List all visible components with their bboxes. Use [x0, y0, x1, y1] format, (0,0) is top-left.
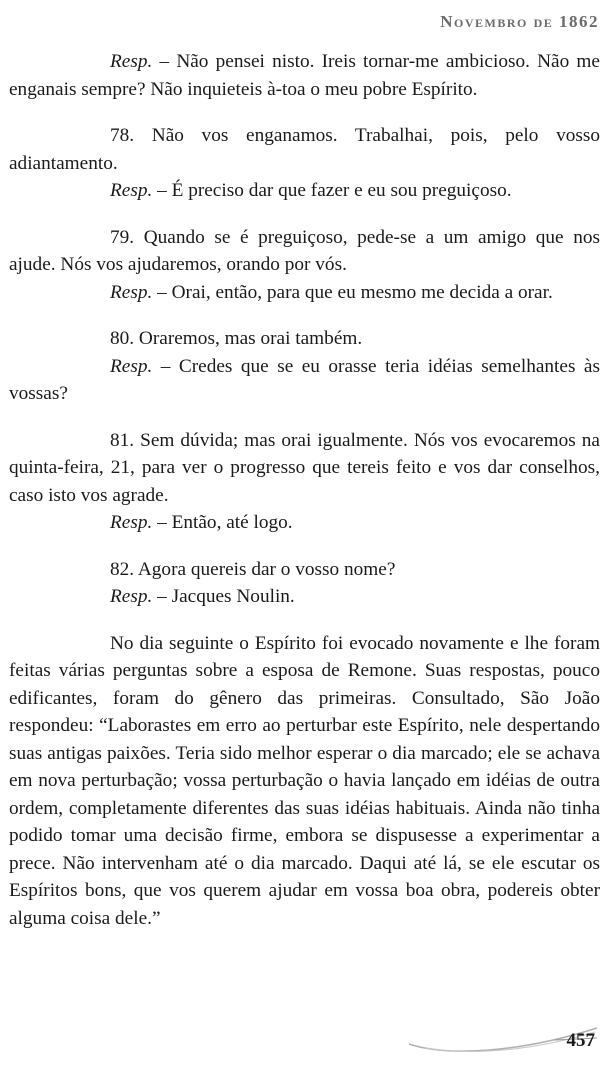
- resp-text: – Credes que se eu orasse teria idéias semelhantes às vossas?: [9, 355, 600, 404]
- resp-text: – Não pensei nisto. Ireis tornar-me ambicioso. Não me enganais sempre? Não inquieteis à-toa o meu pobre Espírito.: [9, 51, 600, 100]
- response-paragraph: [9, 48, 600, 103]
- question-paragraph: [9, 122, 600, 177]
- question-paragraph: [9, 427, 600, 510]
- resp-label: Resp.: [110, 281, 153, 303]
- resp-label: Resp.: [110, 586, 153, 607]
- resp-text: – Jacques Noulin.: [152, 586, 295, 607]
- question-text: 80. Oraremos, mas orai também.: [110, 328, 363, 349]
- response-paragraph: [9, 279, 600, 307]
- running-header: Novembro de 1862: [440, 12, 599, 31]
- page-footer: [405, 1010, 601, 1060]
- response-paragraph: [9, 353, 600, 408]
- page-body: [9, 48, 600, 932]
- response-paragraph: [9, 583, 600, 611]
- narrative-text: No dia seguinte o Espírito foi evocado novamente e lhe foram feitas várias perguntas sobre a esposa de Remone. Suas respostas, pouco edificantes, foram do gênero das primeiras. Consultado, São João respondeu: “Laborastes em erro ao perturbar este Espírito, nele despertando suas antigas paixões. Teria sido melhor esperar o dia marcado; ele se achava em nova perturbação; vossa perturbação o havia lançado em idéias de outra ordem, completamente diferentes das suas idéias habituais. Ainda não tinha podido tomar uma decisão firme, embora se dispusesse a experimentar a prece. Não intervenham até o dia marcado. Daqui até lá, se ele escutar os Espíritos bons, que vos querem ajudar em vossa boa obra, podereis obter alguma coisa dele.”: [9, 632, 600, 929]
- resp-text: – Orai, então, para que eu mesmo me decida a orar.: [152, 281, 553, 303]
- narrative-paragraph: [9, 630, 600, 933]
- resp-text: – Então, até logo.: [152, 512, 293, 533]
- question-text: 78. Não vos enganamos. Trabalhai, pois, pelo vosso adiantamento.: [9, 125, 600, 174]
- question-paragraph: [9, 224, 600, 279]
- question-paragraph: [9, 556, 600, 584]
- response-paragraph: [9, 177, 600, 205]
- resp-label: Resp.: [110, 355, 153, 377]
- resp-label: Resp.: [110, 51, 153, 72]
- page-number: 457: [566, 1030, 595, 1051]
- question-paragraph: [9, 325, 600, 353]
- question-text: 81. Sem dúvida; mas orai igualmente. Nós vos evocaremos na quinta-feira, 21, para ver o progresso que tereis feito e vos dar conselhos, caso isto vos agrade.: [9, 429, 600, 506]
- question-text: 82. Agora quereis dar o vosso nome?: [110, 558, 396, 580]
- response-paragraph: [9, 509, 600, 537]
- resp-text: – É preciso dar que fazer e eu sou preguiçoso.: [152, 180, 512, 201]
- resp-label: Resp.: [110, 180, 153, 201]
- question-text: 79. Quando se é preguiçoso, pede-se a um amigo que nos ajude. Nós vos ajudaremos, orando por vós.: [9, 226, 600, 275]
- resp-label: Resp.: [110, 512, 153, 533]
